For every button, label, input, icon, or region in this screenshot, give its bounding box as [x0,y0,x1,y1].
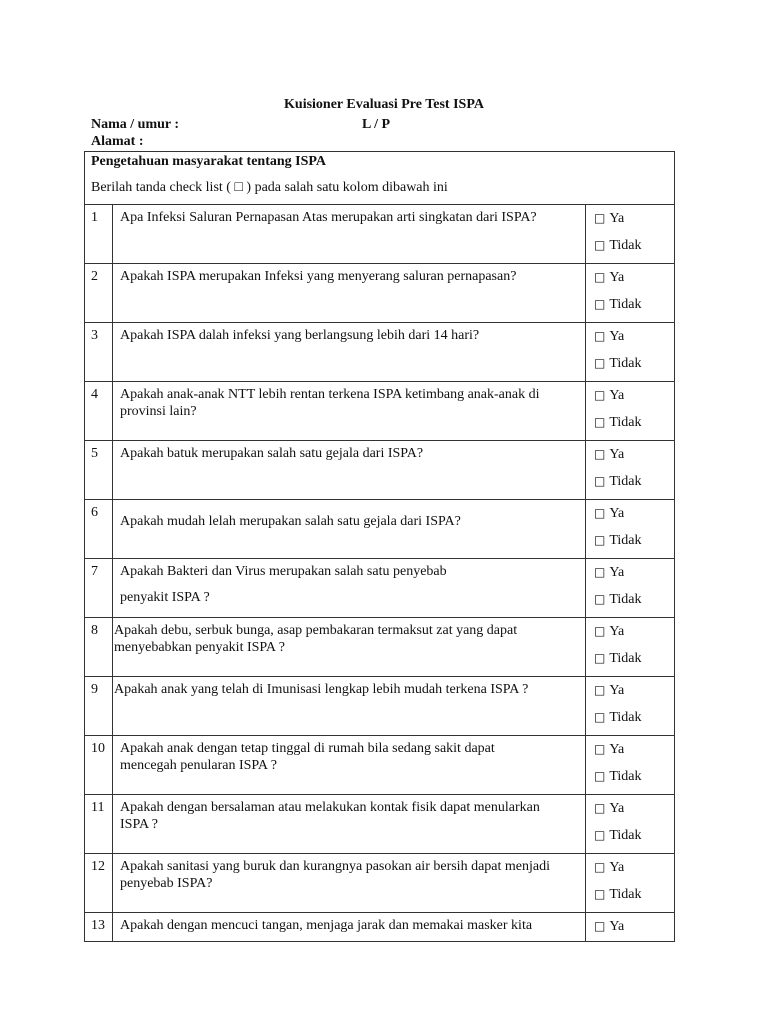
question-line: ISPA ? [120,817,159,832]
question-text [113,913,586,942]
option-yes-label: Ya [609,388,625,403]
question-number: 10 [85,736,113,795]
answer-options [586,441,675,500]
answer-options [586,795,675,854]
option-yes-label: Ya [609,860,625,875]
question-line: Apakah batuk merupakan salah satu gejala dari ISPA? [120,446,424,461]
checkbox-icon[interactable]: □ [594,651,606,665]
question-number: 9 [85,677,113,736]
question-text [113,441,586,500]
question-row [85,559,675,618]
option-yes[interactable] [594,445,674,472]
question-text [113,382,586,441]
option-no-label: Tidak [609,710,642,725]
question-text [113,264,586,323]
question-line: provinsi lain? [120,404,197,419]
answer-options [586,854,675,913]
answer-options [586,264,675,323]
checkbox-icon[interactable]: □ [594,801,606,815]
question-row [85,736,675,795]
question-text [113,559,586,618]
option-no-label: Tidak [609,651,642,666]
option-yes[interactable] [594,740,674,767]
question-line: Apakah sanitasi yang buruk dan kurangnya pasokan air bersih dapat menjadi [120,859,550,874]
question-text [113,736,586,795]
question-number: 4 [85,382,113,441]
checkbox-icon[interactable]: □ [594,388,606,402]
option-no-label: Tidak [609,238,642,253]
answer-options [586,323,675,382]
option-no-label: Tidak [609,887,642,902]
question-number: 7 [85,559,113,618]
checkbox-icon[interactable]: □ [594,297,606,311]
question-line: menyebabkan penyakit ISPA ? [114,640,285,655]
question-line: Apakah anak-anak NTT lebih rentan terkena ISPA ketimbang anak-anak di [120,387,540,402]
option-yes[interactable] [594,386,674,413]
question-text [113,323,586,382]
checkbox-icon[interactable]: □ [594,683,606,697]
checkbox-icon[interactable]: □ [594,565,606,579]
question-line: Apakah dengan bersalaman atau melakukan kontak fisik dapat menularkan [120,800,540,815]
option-yes[interactable] [594,681,674,708]
question-number: 11 [85,795,113,854]
option-yes[interactable] [594,209,674,236]
question-number: 1 [85,205,113,264]
checkbox-icon[interactable]: □ [594,769,606,783]
answer-options [586,382,675,441]
question-number: 12 [85,854,113,913]
question-text [113,618,586,677]
checkbox-icon[interactable]: □ [594,211,606,225]
option-no-label: Tidak [609,533,642,548]
question-row [85,500,675,559]
name-age-label: Nama / umur : [91,117,180,132]
checkbox-icon[interactable]: □ [594,624,606,638]
instruction-text: Berilah tanda check list ( □ ) pada salah satu kolom dibawah ini [91,180,448,195]
option-yes-label: Ya [609,742,625,757]
question-row [85,913,675,942]
option-yes-label: Ya [609,270,625,285]
option-no[interactable] [594,472,674,499]
checkbox-icon[interactable]: □ [594,447,606,461]
question-row [85,323,675,382]
question-line: Apakah debu, serbuk bunga, asap pembakaran termaksut zat yang dapat [114,623,518,638]
checkbox-icon[interactable]: □ [594,919,606,933]
option-no-label: Tidak [609,415,642,430]
option-yes-label: Ya [609,919,625,934]
question-line: Apakah ISPA dalah infeksi yang berlangsung lebih dari 14 hari? [120,328,480,343]
question-number: 8 [85,618,113,677]
option-yes[interactable] [594,917,674,937]
option-yes[interactable] [594,858,674,885]
option-no[interactable] [594,354,674,381]
question-line: penyebab ISPA? [120,876,213,891]
answer-options [586,618,675,677]
question-line: Apakah anak dengan tetap tinggal di rumah bila sedang sakit dapat [120,741,495,756]
option-yes[interactable] [594,563,674,590]
option-no[interactable] [594,826,674,853]
question-text [113,205,586,264]
option-yes[interactable] [594,327,674,354]
option-no-label: Tidak [609,474,642,489]
checkbox-icon[interactable]: □ [594,887,606,901]
option-no[interactable] [594,236,674,263]
checkbox-icon[interactable]: □ [594,828,606,842]
checkbox-icon[interactable]: □ [594,533,606,547]
question-row [85,618,675,677]
questionnaire-table [84,151,675,942]
question-line: penyakit ISPA ? [120,590,210,605]
question-row [85,264,675,323]
question-text [113,854,586,913]
question-number: 5 [85,441,113,500]
question-line: Apakah anak yang telah di Imunisasi lengkap lebih mudah terkena ISPA ? [114,682,529,697]
option-yes[interactable] [594,504,674,531]
option-yes[interactable] [594,268,674,295]
option-no[interactable] [594,885,674,912]
question-line: Apakah dengan mencuci tangan, menjaga jarak dan memakai masker kita [120,918,533,933]
checkbox-icon[interactable]: □ [594,860,606,874]
answer-options [586,736,675,795]
question-row [85,677,675,736]
option-yes-label: Ya [609,624,625,639]
question-number: 3 [85,323,113,382]
checkbox-icon[interactable]: □ [594,356,606,370]
option-yes[interactable] [594,799,674,826]
question-line: Apakah ISPA merupakan Infeksi yang menyerang saluran pernapasan? [120,269,517,284]
option-no-label: Tidak [609,356,642,371]
answer-options [586,559,675,618]
checkbox-icon[interactable]: □ [594,238,606,252]
question-row [85,441,675,500]
question-line: Apa Infeksi Saluran Pernapasan Atas merupakan arti singkatan dari ISPA? [120,210,537,225]
checkbox-icon[interactable]: □ [594,506,606,520]
question-line: Apakah Bakteri dan Virus merupakan salah satu penyebab [120,564,447,579]
document-title: Kuisioner Evaluasi Pre Test ISPA [284,97,484,112]
checkbox-icon[interactable]: □ [594,710,606,724]
option-yes[interactable] [594,622,674,649]
question-row [85,795,675,854]
checkbox-icon[interactable]: □ [594,742,606,756]
option-no[interactable] [594,295,674,322]
question-row [85,382,675,441]
option-no[interactable] [594,531,674,558]
option-yes-label: Ya [609,211,625,226]
checkbox-icon[interactable]: □ [594,270,606,284]
question-text [113,500,586,559]
question-row [85,205,675,264]
answer-options [586,500,675,559]
question-line: Apakah mudah lelah merupakan salah satu gejala dari ISPA? [120,514,461,529]
option-no[interactable] [594,708,674,735]
option-no-label: Tidak [609,592,642,607]
option-yes-label: Ya [609,565,625,580]
answer-options [586,913,675,942]
checkbox-icon[interactable]: □ [594,474,606,488]
question-number: 2 [85,264,113,323]
question-text [113,795,586,854]
option-no[interactable] [594,413,674,440]
question-text [113,677,586,736]
question-number: 6 [85,500,113,559]
option-no-label: Tidak [609,769,642,784]
checkbox-icon[interactable]: □ [594,415,606,429]
option-yes-label: Ya [609,447,625,462]
gender-label: L / P [362,117,391,132]
checkbox-icon[interactable]: □ [594,592,606,606]
option-yes-label: Ya [609,506,625,521]
option-yes-label: Ya [609,683,625,698]
checkbox-icon[interactable]: □ [594,329,606,343]
intro-row [85,152,675,205]
option-yes-label: Ya [609,329,625,344]
option-no[interactable] [594,590,674,617]
option-no-label: Tidak [609,828,642,843]
question-line: mencegah penularan ISPA ? [120,758,277,773]
option-no-label: Tidak [609,297,642,312]
section-heading: Pengetahuan masyarakat tentang ISPA [91,154,327,169]
address-label: Alamat : [91,134,144,149]
answer-options [586,677,675,736]
option-no[interactable] [594,767,674,794]
option-yes-label: Ya [609,801,625,816]
question-row [85,854,675,913]
option-no[interactable] [594,649,674,676]
question-number: 13 [85,913,113,942]
intro-cell [85,152,675,205]
answer-options [586,205,675,264]
